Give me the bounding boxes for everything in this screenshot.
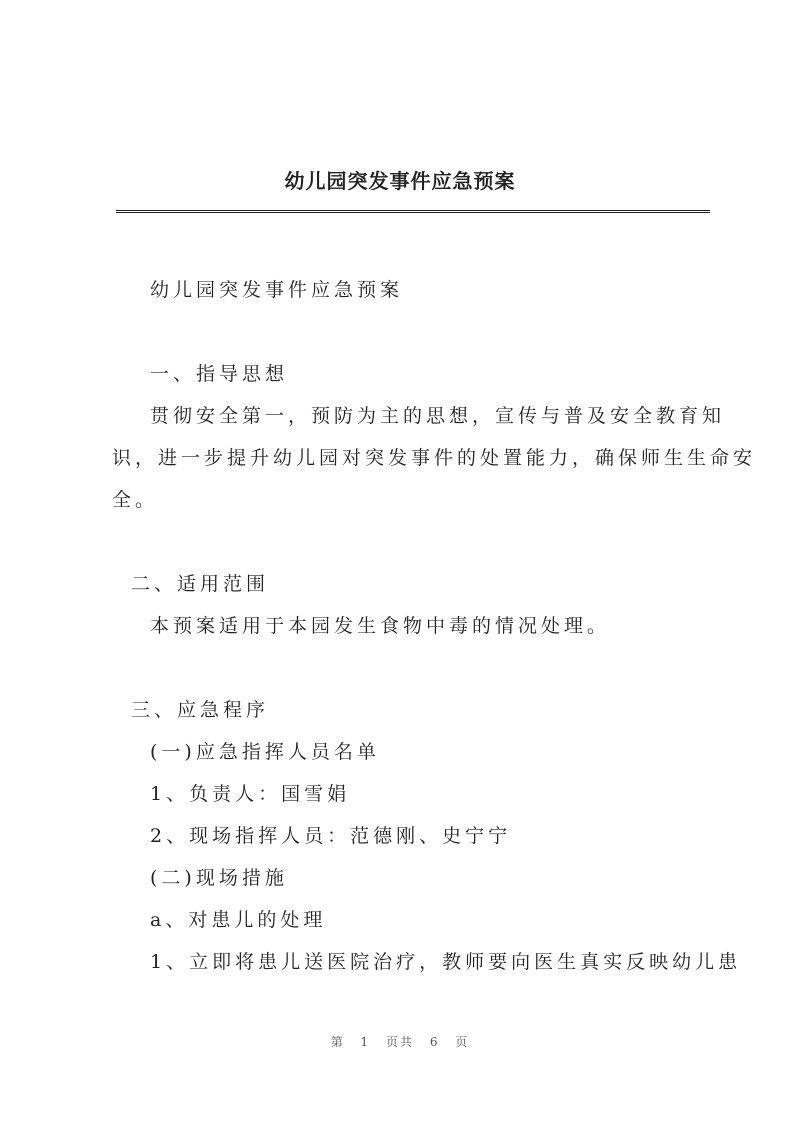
document-title: 幼儿园突发事件应急预案	[150, 279, 404, 301]
header-divider	[116, 210, 710, 213]
paragraph-line: 本预案适用于本园发生食物中毒的情况处理。	[150, 615, 611, 637]
header-title: 幼儿园突发事件应急预案	[284, 169, 516, 193]
list-item: 2、现场指挥人员：范德刚、史宁宁	[150, 825, 512, 847]
paragraph-line: 贯彻安全第一，预防为主的思想，宣传与普及安全教育知	[150, 405, 726, 427]
section-heading-emergency-procedure: 三、应急程序	[131, 699, 270, 721]
subsection-heading: (一)应急指挥人员名单	[150, 741, 380, 763]
page-number-footer: 第 1 页共 6 页	[330, 1035, 470, 1049]
paragraph-line: 全。	[112, 489, 159, 511]
subsection-heading: a、对患儿的处理	[150, 909, 327, 931]
paragraph-line: 识，进一步提升幼儿园对突发事件的处置能力，确保师生生命安	[112, 447, 757, 469]
list-item: 1、立即将患儿送医院治疗，教师要向医生真实反映幼儿患	[150, 951, 742, 973]
list-item: 1、负责人：国雪娟	[150, 783, 351, 805]
section-heading-scope: 二、适用范围	[131, 573, 270, 595]
subsection-heading: (二)现场措施	[150, 867, 288, 889]
section-heading-guiding-thought: 一、指导思想	[150, 363, 289, 385]
